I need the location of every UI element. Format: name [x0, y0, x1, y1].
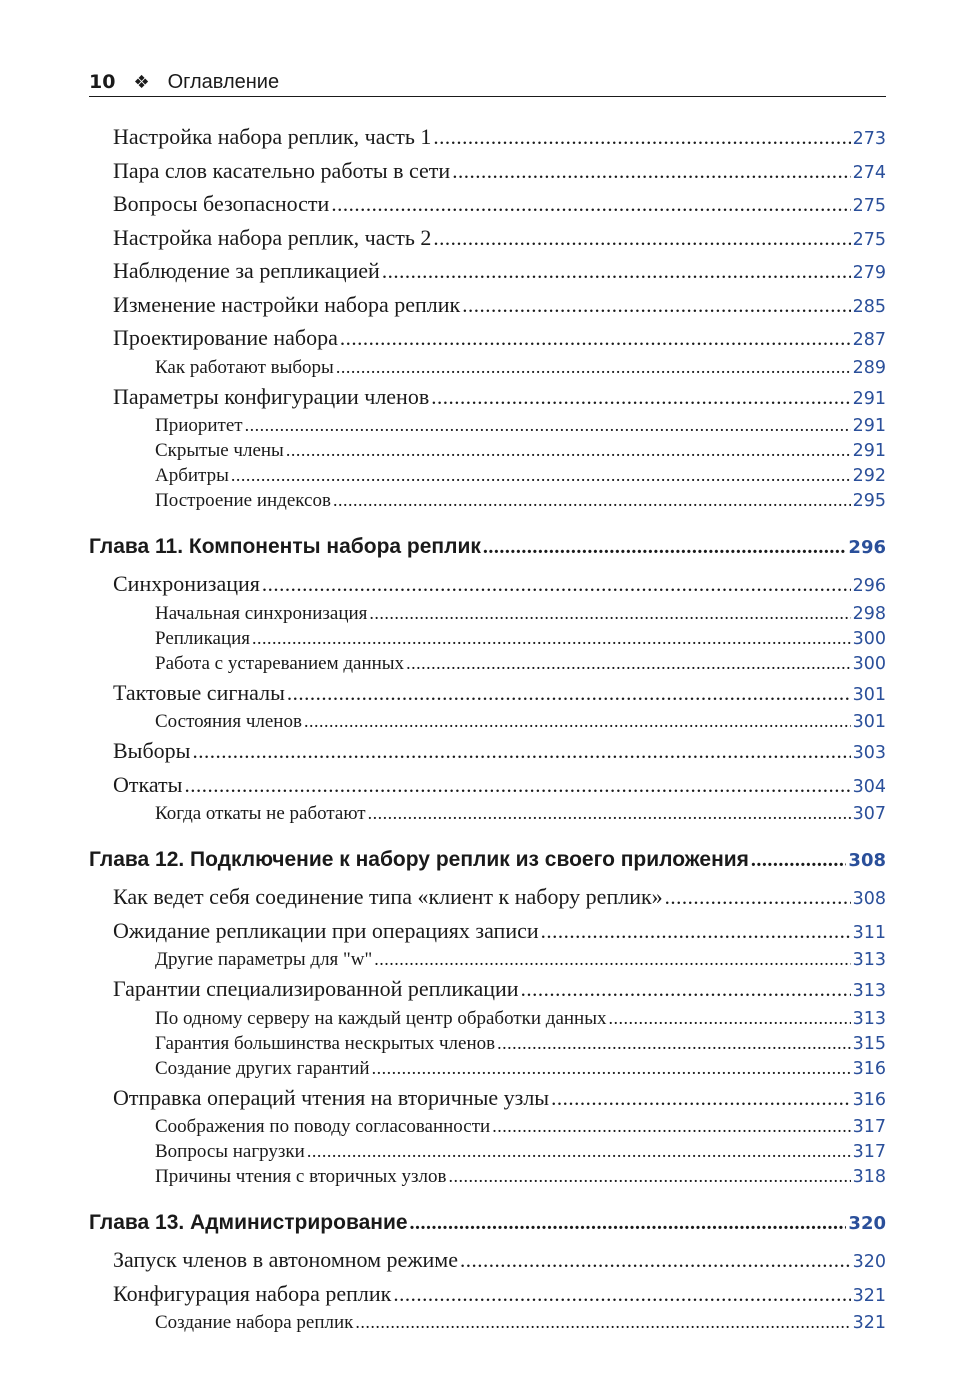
dot-leader — [431, 381, 850, 414]
toc-entry-title: Глава 12. Подключение к набору реплик из своего приложения — [89, 848, 749, 871]
toc-entry-title: Тактовые сигналы — [113, 679, 285, 705]
toc-subsection-entry[interactable] — [155, 801, 886, 826]
toc-subsection-entry[interactable] — [155, 1164, 886, 1189]
toc-entry-title: Когда откаты не работают — [155, 803, 366, 824]
toc-entry-page: 301 — [852, 684, 886, 705]
dot-leader — [382, 255, 851, 288]
toc-entry-title: Наблюдение за репликацией — [113, 258, 380, 283]
dot-leader — [433, 121, 850, 154]
toc-entry-page: 291 — [852, 388, 886, 409]
toc-entry-title: Построение индексов — [155, 490, 331, 511]
toc-entry-title: Приоритет — [155, 415, 243, 436]
dot-leader — [449, 1164, 851, 1189]
toc-entry-page: 300 — [852, 628, 886, 649]
dot-leader — [433, 222, 850, 255]
toc-subsection-entry[interactable] — [155, 601, 886, 626]
toc-entry-title: Как ведет себя соединение типа «клиент к набору реплик» — [113, 884, 663, 909]
dot-leader — [541, 915, 851, 948]
toc-entry-title: Откаты — [113, 771, 183, 797]
toc-entry-page: 313 — [852, 950, 886, 970]
toc-chapter-entry[interactable] — [89, 527, 886, 567]
dot-leader — [355, 1310, 850, 1335]
toc-entry-page: 296 — [852, 576, 886, 596]
toc-entry-title: Репликация — [155, 627, 251, 649]
toc-section-entry[interactable] — [113, 221, 886, 255]
toc-section-entry[interactable] — [113, 1243, 886, 1277]
toc-entry-page: 321 — [852, 1285, 886, 1306]
dot-leader — [751, 840, 847, 880]
toc-entry-page: 275 — [852, 196, 886, 216]
toc-entry-title: Ожидание репликации при операциях записи — [113, 917, 539, 943]
toc-section-entry[interactable] — [113, 734, 886, 768]
toc-subsection-entry[interactable] — [155, 1031, 886, 1056]
toc-entry-page: 316 — [852, 1089, 886, 1110]
toc-entry-title: Синхронизация — [113, 571, 260, 596]
toc-section-entry[interactable] — [113, 1081, 886, 1115]
toc-entry-page: 295 — [852, 491, 886, 511]
toc-entry-page: 320 — [852, 1252, 886, 1272]
toc-subsection-entry[interactable] — [155, 1310, 886, 1335]
dot-leader — [492, 1114, 850, 1139]
toc-section-entry[interactable] — [113, 914, 886, 948]
toc-entry-title: Гарантия большинства нескрытых членов — [155, 1032, 496, 1054]
toc-section-entry[interactable] — [113, 254, 886, 288]
toc-entry-page: 313 — [852, 1008, 886, 1029]
toc-subsection-entry[interactable] — [155, 651, 886, 676]
toc-section-entry[interactable] — [113, 567, 886, 601]
toc-section-entry[interactable] — [113, 288, 886, 322]
toc-entry-title: По одному серверу на каждый центр обработки данных — [155, 1007, 607, 1029]
toc-entry-title: Параметры конфигурации членов — [113, 383, 430, 409]
toc-entry-title: Скрытые члены — [155, 440, 284, 461]
toc-subsection-entry[interactable] — [155, 355, 886, 380]
page-number: 10 — [89, 71, 116, 93]
toc-entry-title: Конфигурация набора реплик — [113, 1280, 392, 1306]
toc-subsection-entry[interactable] — [155, 626, 886, 651]
dot-leader — [340, 322, 851, 355]
toc-subsection-entry[interactable] — [155, 1139, 886, 1164]
dot-leader — [460, 1244, 851, 1277]
toc-section-entry[interactable] — [113, 380, 886, 414]
toc-entry-title: Пара слов касательно работы в сети — [113, 157, 451, 183]
toc-entry-page: 301 — [852, 712, 886, 732]
toc-section-entry[interactable] — [113, 321, 886, 355]
dot-leader — [609, 1006, 851, 1031]
toc-entry-page: 285 — [852, 296, 886, 317]
dot-leader — [336, 355, 851, 380]
dot-leader — [231, 463, 851, 488]
toc-entry-page: 287 — [852, 330, 886, 350]
dot-leader — [368, 801, 851, 826]
toc-entry-page: 303 — [852, 743, 886, 763]
dot-leader — [483, 527, 847, 567]
dot-leader — [245, 413, 851, 438]
toc-entry-title: Работа с устареванием данных — [155, 652, 405, 674]
dot-leader — [406, 651, 851, 676]
toc-entry-page: 307 — [852, 804, 886, 824]
dot-leader — [307, 1139, 851, 1164]
dot-leader — [372, 1056, 851, 1081]
toc-entry-title: Гарантии специализированной репликации — [113, 976, 519, 1001]
toc-entry-title: Настройка набора реплик, часть 1 — [113, 124, 432, 149]
running-title: Оглавление — [167, 70, 280, 93]
ornament-icon: ❖ — [133, 71, 150, 93]
dot-leader — [333, 488, 851, 513]
toc-entry-page: 279 — [852, 263, 886, 283]
toc-entry-title: Выборы — [113, 738, 191, 763]
toc-entry-title: Начальная синхронизация — [155, 602, 368, 624]
toc-entry-page: 273 — [852, 129, 886, 149]
toc-entry-title: Вопросы безопасности — [113, 191, 330, 216]
dot-leader — [393, 1278, 850, 1311]
dot-leader — [331, 188, 850, 221]
toc-entry-page: 313 — [852, 981, 886, 1001]
toc-chapter-entry[interactable] — [89, 840, 886, 880]
toc-section-entry[interactable] — [113, 768, 886, 802]
toc-subsection-entry[interactable] — [155, 1056, 886, 1081]
toc-chapter-entry[interactable] — [89, 1203, 886, 1243]
toc-entry-title: Глава 11. Компоненты набора реплик — [89, 535, 481, 558]
dot-leader — [252, 626, 851, 651]
toc-entry-page: 316 — [852, 1058, 886, 1079]
toc-subsection-entry[interactable] — [155, 488, 886, 513]
toc-section-entry[interactable] — [113, 676, 886, 710]
toc-entry-title: Запуск членов в автономном режиме — [113, 1247, 458, 1272]
toc-section-entry[interactable] — [113, 187, 886, 221]
toc-entry-page: 300 — [852, 653, 886, 674]
dot-leader — [184, 769, 850, 802]
toc-entry-page: 304 — [852, 776, 886, 797]
dot-leader — [286, 438, 851, 463]
toc-entry-page: 311 — [852, 922, 886, 943]
toc-subsection-entry[interactable] — [155, 947, 886, 972]
dot-leader — [287, 677, 851, 710]
toc-entry-page: 291 — [852, 416, 886, 436]
toc-subsection-entry[interactable] — [155, 1114, 886, 1139]
dot-leader — [192, 735, 850, 768]
toc-entry-title: Создание набора реплик — [155, 1312, 354, 1333]
toc-section-entry[interactable] — [113, 120, 886, 154]
toc-entry-title: Как работают выборы — [155, 356, 334, 378]
toc-entry-page: 308 — [848, 850, 886, 871]
toc-entry-title: Вопросы нагрузки — [155, 1141, 305, 1162]
toc-entry-page: 318 — [852, 1167, 886, 1187]
dot-leader — [462, 289, 850, 322]
toc-subsection-entry[interactable] — [155, 709, 886, 734]
toc-entry-title: Другие параметры для "w" — [155, 949, 373, 970]
toc-entry-page: 292 — [852, 466, 886, 486]
toc-entry-page: 298 — [852, 603, 886, 624]
toc-entry-title: Состояния членов — [155, 711, 302, 732]
toc-entry-title: Арбитры — [155, 465, 229, 486]
dot-leader — [369, 601, 850, 626]
toc-entry-title: Настройка набора реплик, часть 2 — [113, 224, 432, 250]
toc-entry-title: Глава 13. Администрирование — [89, 1211, 408, 1234]
dot-leader — [304, 709, 851, 734]
toc-entry-page: 320 — [848, 1213, 886, 1234]
toc-entry-page: 274 — [852, 162, 886, 183]
toc-entry-title: Причины чтения с вторичных узлов — [155, 1166, 447, 1187]
dot-leader — [262, 568, 851, 601]
toc-subsection-entry[interactable] — [155, 463, 886, 488]
toc-entry-title: Изменение настройки набора реплик — [113, 291, 461, 317]
toc-section-entry[interactable] — [113, 1277, 886, 1311]
toc-entry-page: 296 — [848, 537, 886, 558]
toc-entry-page: 317 — [852, 1117, 886, 1137]
toc-entry-title: Проектирование набора — [113, 325, 338, 350]
toc-entry-page: 321 — [852, 1313, 886, 1333]
toc-subsection-entry[interactable] — [155, 438, 886, 463]
dot-leader — [452, 155, 850, 188]
dot-leader — [374, 947, 850, 972]
toc-subsection-entry[interactable] — [155, 1006, 886, 1031]
table-of-contents — [89, 120, 886, 1335]
dot-leader — [497, 1031, 850, 1056]
toc-section-entry[interactable] — [113, 154, 886, 188]
toc-subsection-entry[interactable] — [155, 413, 886, 438]
dot-leader — [665, 881, 851, 914]
toc-section-entry[interactable] — [113, 880, 886, 914]
toc-entry-page: 317 — [852, 1142, 886, 1162]
toc-entry-page: 275 — [852, 229, 886, 250]
toc-entry-page: 315 — [852, 1033, 886, 1054]
toc-entry-title: Соображения по поводу согласованности — [155, 1116, 491, 1137]
running-header — [89, 68, 886, 97]
toc-entry-page: 289 — [852, 357, 886, 378]
toc-section-entry[interactable] — [113, 972, 886, 1006]
dot-leader — [410, 1203, 847, 1243]
toc-entry-title: Создание других гарантий — [155, 1057, 370, 1079]
dot-leader — [551, 1082, 851, 1115]
toc-entry-title: Отправка операций чтения на вторичные узлы — [113, 1084, 550, 1110]
dot-leader — [521, 973, 851, 1006]
toc-entry-page: 308 — [852, 889, 886, 909]
toc-entry-page: 291 — [852, 441, 886, 461]
